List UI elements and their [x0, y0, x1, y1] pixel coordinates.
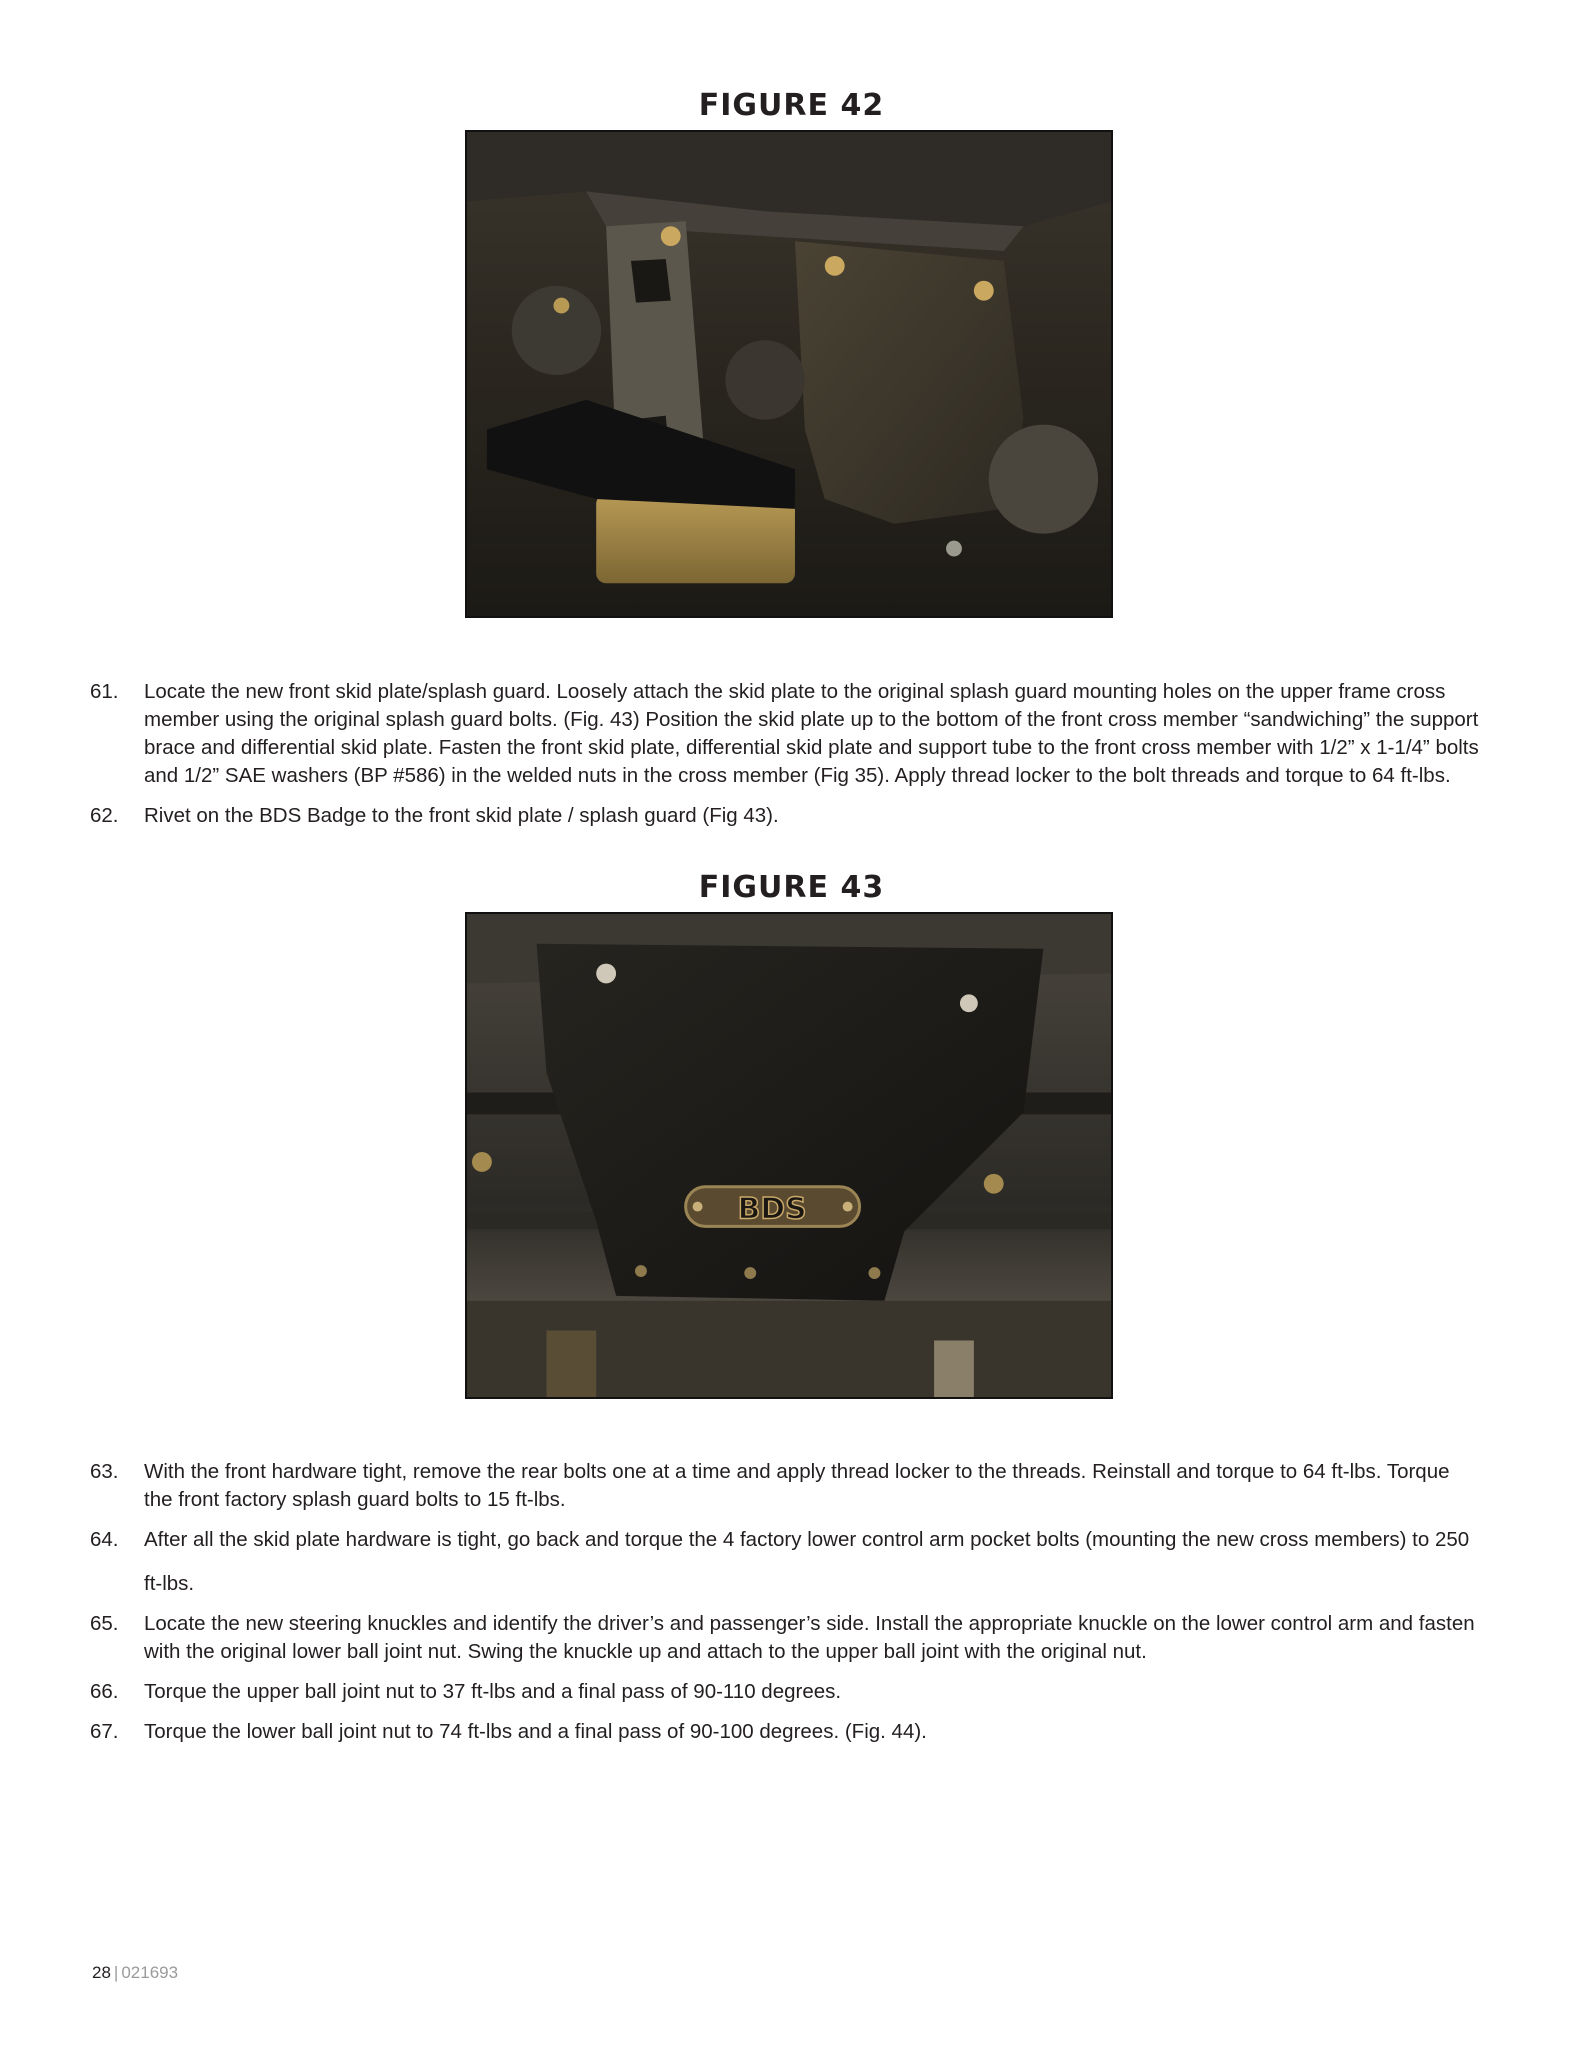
step-text: Torque the upper ball joint nut to 37 ft-lbs and a final pass of 90-110 degrees. [144, 1680, 842, 1703]
front-skid-plate-image [467, 914, 1111, 1397]
step-number: 65. [90, 1612, 119, 1635]
step-number: 67. [90, 1720, 119, 1743]
step-item [90, 1610, 1490, 1666]
footer-separator: | [113, 1963, 119, 1982]
step-text: With the front hardware tight, remove the rear bolts one at a time and apply thread locker to the threads. Reinstall and torque to 64 ft-lbs. Torque the front factory splash guard bolts to 15 ft-lbs. [144, 1460, 1450, 1511]
document-code: 021693 [121, 1963, 179, 1982]
step-item [90, 802, 1490, 830]
instruction-steps-group-2 [90, 1458, 1490, 1758]
step-number: 63. [90, 1460, 119, 1483]
step-text: After all the skid plate hardware is tight, go back and torque the 4 factory lower control arm pocket bolts (mounting the new cross members) to 250 ft-lbs. [144, 1528, 1470, 1595]
step-item [90, 1518, 1490, 1606]
step-item [90, 1718, 1490, 1746]
step-number: 66. [90, 1680, 119, 1703]
figure-42-title: FIGURE 42 [698, 88, 885, 123]
page-number: 28 [92, 1963, 111, 1982]
step-item [90, 678, 1490, 790]
figure-42-photo [465, 130, 1113, 618]
step-number: 64. [90, 1528, 119, 1551]
step-text: Rivet on the BDS Badge to the front skid plate / splash guard (Fig 43). [144, 804, 779, 827]
skid-plate-mounting-image [467, 132, 1111, 616]
page-footer [92, 1963, 178, 1983]
step-text: Locate the new front skid plate/splash guard. Loosely attach the skid plate to the original splash guard mounting holes on the upper frame cross member using the original splash guard bolts. (Fig. 43) Position the skid plate up to the bottom of the front cross member “sandwiching” the support brace and differential skid plate. Fasten the front skid plate, differential skid plate and support tube to the front cross member with 1/2” x 1-1/4” bolts and 1/2” SAE washers (BP #586) in the welded nuts in the cross member (Fig 35). Apply thread locker to the bolt threads and torque to 64 ft-lbs. [144, 680, 1479, 787]
step-text: Locate the new steering knuckles and identify the driver’s and passenger’s side. Install the appropriate knuckle on the lower control arm and fasten with the original lower ball joint nut. Swing the knuckle up and attach to the upper ball joint with the original nut. [144, 1612, 1475, 1663]
figure-43-title: FIGURE 43 [698, 870, 885, 905]
instruction-steps-group-1 [90, 678, 1490, 842]
step-item [90, 1678, 1490, 1706]
step-text: Torque the lower ball joint nut to 74 ft-lbs and a final pass of 90-100 degrees. (Fig. 44). [144, 1720, 927, 1743]
step-item [90, 1458, 1490, 1514]
step-number: 62. [90, 804, 119, 827]
figure-43-photo [465, 912, 1113, 1399]
step-number: 61. [90, 680, 119, 703]
bds-badge-text: BDS [737, 1191, 807, 1227]
